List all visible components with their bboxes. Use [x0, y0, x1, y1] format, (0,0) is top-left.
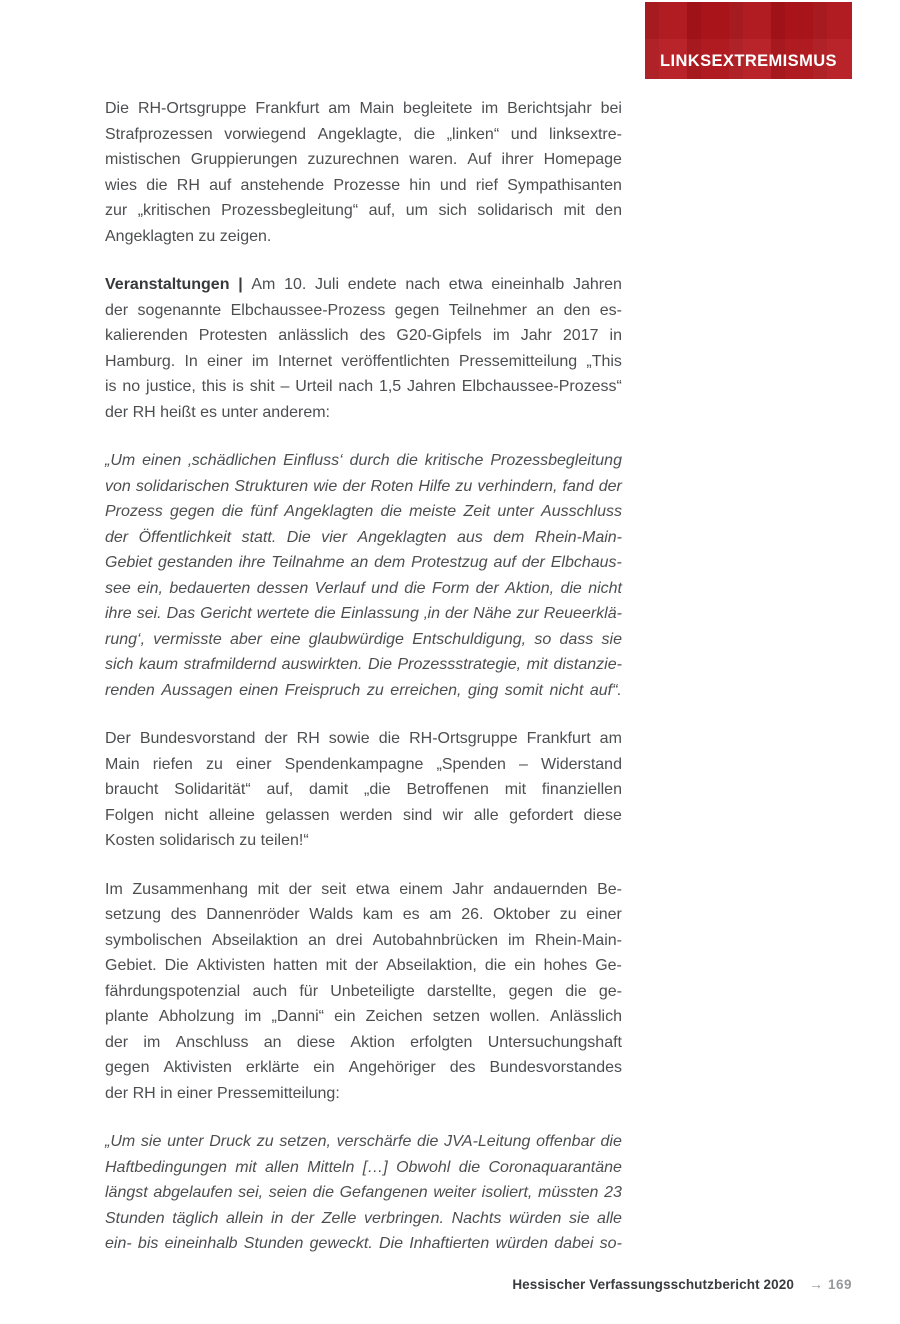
text-line: Stunden täglich allein in der Zelle verbringen. Nachts würden sie alle [105, 1209, 622, 1227]
text-line: Veranstaltungen | Am 10. Juli endete nach etwa eineinhalb Jahren [105, 276, 622, 293]
text-line: der Öffentlichkeit statt. Die vier Angeklagten aus dem Rhein-Main- [105, 528, 622, 546]
quote-paragraph [105, 1129, 622, 1257]
text-line: Gebiet gestanden ihre Teilnahme an dem Protestzug auf der Elbchaus- [105, 554, 622, 571]
text-line: zur „kritischen Prozessbegleitung“ auf, um sich solidarisch mit den [105, 202, 622, 219]
body-text [105, 96, 622, 1280]
footer-page-number: 169 [827, 1277, 852, 1292]
text-line: kalierenden Protesten anlässlich des G20-Gipfels im Jahr 2017 in [105, 327, 622, 344]
text-line: Im Zusammenhang mit der seit etwa einem Jahr andauernden Be- [105, 880, 622, 898]
text-line: der sogenannte Elbchaussee-Prozess gegen Teilnehmer an den es- [105, 301, 622, 319]
section-banner-label: LINKSEXTREMISMUS [660, 51, 837, 70]
text-line: fährdungspotenzial auch für Unbeteiligte darstellte, gegen die ge- [105, 982, 622, 1000]
text-line: von solidarischen Strukturen wie der Roten Hilfe zu verhindern, fand der [105, 477, 622, 495]
text-line: längst abgelaufen sei, seien die Gefangenen weiter isoliert, müssten 23 [105, 1184, 622, 1201]
text-line: ihre sei. Das Gericht wertete die Einlassung ‚in der Nähe zur Reueerklä- [105, 605, 622, 622]
footer-arrow-icon: → [808, 1276, 823, 1292]
text-line: Der Bundesvorstand der RH sowie die RH-Ortsgruppe Frankfurt am [105, 730, 622, 747]
text-line: symbolischen Abseilaktion an drei Autobahnbrücken im Rhein-Main- [105, 931, 622, 949]
text-line: setzung des Dannenröder Walds kam es am 26. Oktober zu einer [105, 906, 622, 923]
paragraph [105, 272, 622, 425]
text-line: Prozess gegen die fünf Angeklagten die meiste Zeit unter Ausschluss [105, 503, 622, 520]
paragraph [105, 877, 622, 1107]
text-line: der RH in einer Pressemitteilung: [105, 1084, 340, 1102]
text-line: der RH heißt es unter anderem: [105, 403, 330, 421]
text-line: „Um sie unter Druck zu setzen, verschärfe die JVA-Leitung offenbar die [105, 1133, 622, 1150]
text-line: renden Aussagen einen Freispruch zu erreichen, ging somit nicht auf“. [105, 681, 622, 699]
text-line: Folgen nicht alleine gelassen werden sind wir alle gefordert diese [105, 806, 622, 824]
quote-paragraph [105, 448, 622, 703]
footer-pageref [809, 1276, 852, 1292]
text-line: Haftbedingungen mit allen Mitteln […] Obwohl die Coronaquarantäne [105, 1158, 622, 1176]
footer-report-title: Hessischer Verfassungsschutzbericht 2020 [512, 1277, 794, 1292]
text-line: braucht Solidarität“ auf, damit „die Betroffenen mit finanziellen [105, 781, 622, 798]
paragraph [105, 726, 622, 854]
text-line: Die RH-Ortsgruppe Frankfurt am Main begleitete im Berichtsjahr bei [105, 100, 622, 117]
text-line: gegen Aktivisten erklärte ein Angehöriger des Bundesvorstandes [105, 1059, 622, 1076]
text-line: rung‘, vermisste aber eine glaubwürdige Entschuldigung, so dass sie [105, 630, 622, 648]
text-line: Hamburg. In einer im Internet veröffentlichten Pressemitteilung „This [105, 352, 622, 370]
text-line: ein- bis eineinhalb Stunden geweckt. Die Inhaftierten würden dabei so- [105, 1235, 622, 1252]
text-line: Strafprozessen vorwiegend Angeklagte, die „linken“ und linksextre- [105, 125, 622, 143]
text-line: Main riefen zu einer Spendenkampagne „Spenden – Widerstand [105, 755, 622, 773]
text-line: plante Abholzung im „Danni“ ein Zeichen setzen wollen. Anlässlich [105, 1008, 622, 1025]
section-banner [645, 2, 852, 79]
text-line: „Um einen ‚schädlichen Einfluss‘ durch die kritische Prozessbegleitung [105, 452, 622, 469]
paragraph [105, 96, 622, 249]
text-line: mistischen Gruppierungen zuzurechnen waren. Auf ihrer Homepage [105, 151, 622, 168]
text-line: Kosten solidarisch zu teilen!“ [105, 832, 309, 849]
page-footer [0, 1276, 852, 1292]
text-line: der im Anschluss an diese Aktion erfolgten Untersuchungshaft [105, 1033, 622, 1051]
text-line: sich kaum strafmildernd auswirkten. Die Prozessstrategie, mit distanzie- [105, 656, 622, 673]
text-line: Gebiet. Die Aktivisten hatten mit der Abseilaktion, die ein hohes Ge- [105, 957, 622, 974]
text-line: Angeklagten zu zeigen. [105, 227, 272, 245]
text-line: is no justice, this is shit – Urteil nach 1,5 Jahren Elbchaussee-Prozess“ [105, 378, 622, 395]
text-line: see ein, bedauerten dessen Verlauf und die Form der Aktion, die nicht [105, 579, 622, 597]
text-line: wies die RH auf anstehende Prozesse hin und rief Sympathisanten [105, 176, 622, 194]
